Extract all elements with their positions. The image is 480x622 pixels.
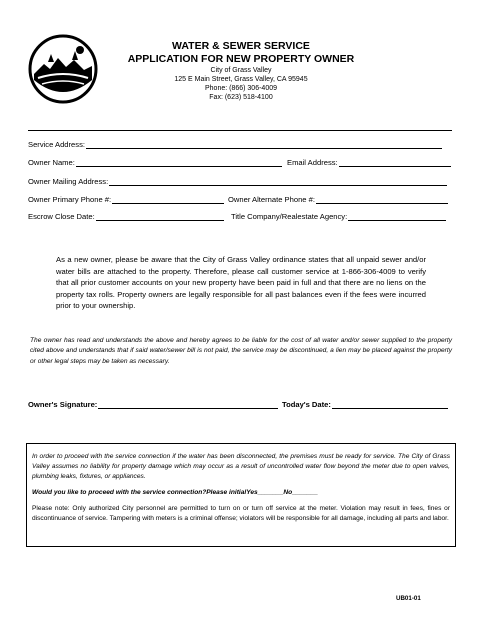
email-label: Email Address:: [287, 158, 338, 167]
mailing-address-line[interactable]: [109, 177, 447, 186]
primary-phone-line[interactable]: [112, 195, 224, 204]
mailing-address-field[interactable]: [28, 177, 447, 186]
service-connection-box: [26, 443, 456, 547]
owner-signature-line[interactable]: [98, 400, 278, 409]
owner-name-label: Owner Name:: [28, 158, 75, 167]
no-initial[interactable]: No_______: [283, 488, 318, 496]
title-company-line[interactable]: [348, 212, 446, 221]
mailing-address-label: Owner Mailing Address:: [28, 177, 109, 186]
escrow-label: Escrow Close Date:: [28, 212, 95, 221]
meter-note: Please note: Only authorized City personnel are permitted to turn on or turn off service at the meter. Violation may result in fees, fines or discontinuance of service. Tampering with meters is a criminal offense; violators will be responsible for all damage, including all parts and labor.: [32, 504, 450, 523]
document-header: [104, 40, 378, 102]
org-phone: Phone: (866) 306-4009: [205, 85, 277, 92]
email-line[interactable]: [339, 158, 451, 167]
alt-phone-line[interactable]: [316, 195, 448, 204]
alt-phone-field[interactable]: [228, 195, 448, 204]
header-divider: [28, 130, 452, 131]
primary-phone-label: Owner Primary Phone #:: [28, 195, 112, 204]
title-company-field[interactable]: [231, 212, 446, 221]
form-number: UB01-01: [396, 595, 421, 602]
service-address-field[interactable]: [28, 140, 442, 149]
owner-name-line[interactable]: [76, 158, 282, 167]
yes-initial[interactable]: Yes_______: [246, 488, 284, 496]
city-logo: [28, 34, 98, 104]
alt-phone-label: Owner Alternate Phone #:: [228, 195, 315, 204]
owner-name-field[interactable]: [28, 158, 282, 167]
proceed-question: Would you like to proceed with the service connection?: [32, 488, 207, 496]
org-fax: Fax: (623) 518-4100: [209, 94, 273, 101]
service-address-line[interactable]: [86, 140, 442, 149]
org-address: 125 E Main Street, Grass Valley, CA 95945: [174, 76, 308, 83]
form-title-line1: WATER & SEWER SERVICE: [172, 40, 310, 52]
form-title-line2: APPLICATION FOR NEW PROPERTY OWNER: [127, 53, 355, 65]
owner-signature-field[interactable]: [28, 400, 278, 409]
service-warning: In order to proceed with the service connection if the water has been disconnected, the premises must be ready for service. The City of Grass Valley assumes no liability for property damage which may occur as a result of uncontrolled water flow beyond the meter due to open valves, plumbing leaks, fixtures, or appliances.: [32, 453, 450, 481]
org-name: City of Grass Valley: [210, 67, 272, 74]
todays-date-field[interactable]: [282, 400, 448, 409]
owner-notice: As a new owner, please be aware that the City of Grass Valley ordinance states that all unpaid sewer and/or water bills are attached to the property. Therefore, please call customer service at 1-866-306-4009 to verify that all prior customer accounts on your new property have been paid in full and that there are no liens on the property tax rolls. Property owners are legally responsible for all past balances even if the fees were incurred prior to your ownership.: [56, 255, 426, 310]
liability-acknowledgement: The owner has read and understands the above and hereby agrees to be liable for the cost of all water and/or sewer supplied to the property cited above and understands that if said water/sewer bill is not paid, the service may be discontinued, a lien may be placed against the property or other legal steps may be taken as necessary.: [30, 337, 452, 365]
todays-date-line[interactable]: [332, 400, 448, 409]
todays-date-label: Today's Date:: [282, 400, 331, 409]
email-field[interactable]: [287, 158, 451, 167]
title-company-label: Title Company/Realestate Agency:: [231, 212, 348, 221]
owner-signature-label: Owner's Signature:: [28, 400, 98, 409]
escrow-field[interactable]: [28, 212, 224, 221]
initial-label: Please initial: [206, 488, 247, 496]
escrow-line[interactable]: [96, 212, 224, 221]
service-address-label: Service Address:: [28, 140, 85, 149]
primary-phone-field[interactable]: [28, 195, 224, 204]
proceed-question-row: [32, 488, 450, 498]
